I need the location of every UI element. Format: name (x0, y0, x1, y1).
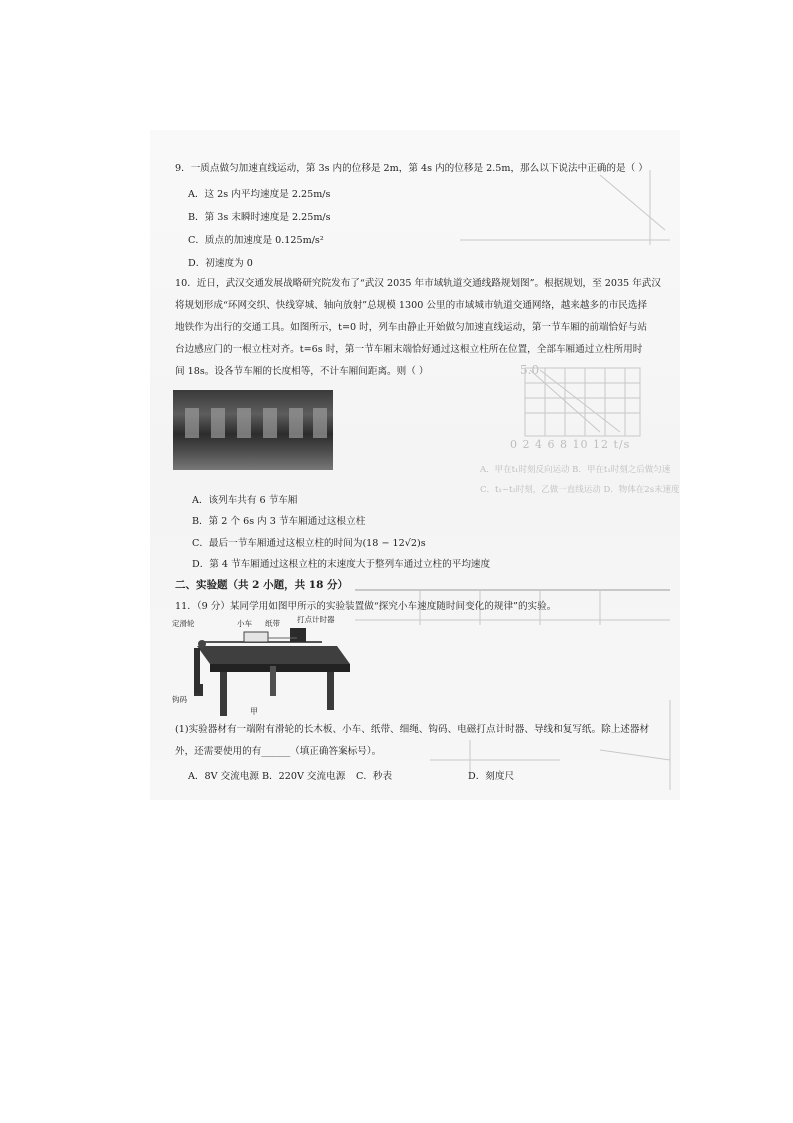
q11-option-c: C．秒表 (356, 771, 393, 782)
q9-option-c: C．质点的加速度是 0.125m/s² (188, 235, 324, 246)
q11-part1-line-1: (1)实验器材有一端附有滑轮的长木板、小车、纸带、细绳、钩码、电磁打点计时器、导线和复写纸。除上述器材 (175, 724, 650, 735)
q9-option-d: D．初速度为 0 (188, 258, 253, 269)
q10-line-1: 10．近日，武汉交通发展战略研究院发布了“武汉 2035 年市域轨道交通线路规划图”。根据规划，至 2035 年武汉 (175, 278, 661, 289)
bleed-graph-axis: 0 2 4 6 8 10 12 t/s (510, 438, 631, 451)
q10-option-c-formula: (18 − 12√2)s (362, 538, 426, 549)
label-tape: 纸带 (265, 619, 280, 628)
label-weight: 钩码 (172, 695, 187, 704)
bleed-row-2: C．t₁~t₂时刻，乙做一直线运动 D．物体在2s末速度 (480, 485, 680, 495)
q10-option-d: D．第 4 节车厢通过这根立柱的末速度大于整列车通过立柱的平均速度 (192, 559, 491, 570)
q11-part1-line-2: 外，还需要使用的有______（填正确答案标号）。 (175, 746, 382, 757)
q10-option-b: B．第 2 个 6s 内 3 节车厢通过这根立柱 (192, 516, 366, 527)
subway-station-photo (173, 390, 333, 470)
bleed-row-1: A．甲在t₁时刻反向运动 B．甲在t₁时刻之后做匀速 (480, 465, 671, 475)
q9-option-b: B．第 3s 末瞬时速度是 2.25m/s (188, 212, 331, 223)
bleed-graph-y-label: 5.0 (520, 363, 540, 377)
label-cart: 小车 (237, 619, 252, 628)
figure-caption: 甲 (250, 707, 258, 716)
label-timer: 打点计时器 (297, 615, 335, 624)
q9-option-a: A．这 2s 内平均速度是 2.25m/s (188, 189, 331, 200)
q10-line-3: 地铁作为出行的交通工具。如图所示，t=0 时，列车由静止开始做匀加速直线运动，第一节车厢的前端恰好与站 (175, 322, 647, 333)
q10-option-c (192, 535, 426, 549)
q10-line-4: 台边感应门的一根立柱对齐。t=6s 时，第一节车厢末端恰好通过这根立柱所在位置，全部车厢通过立柱所用时 (175, 344, 643, 355)
q11-apparatus-figure (172, 616, 352, 718)
q11-option-a: A．8V 交流电源 (188, 771, 259, 782)
section-2-title: 二、实验题（共 2 小题，共 18 分） (175, 579, 349, 591)
q10-line-2: 将规划形成“环网交织、快线穿城、轴向放射”总规模 1300 公里的市域城市轨道交通网络，越来越多的市民选择 (175, 300, 648, 311)
q9-stem: 9．一质点做匀加速直线运动，第 3s 内的位移是 2m，第 4s 内的位移是 2.5m，那么以下说法中正确的是（ ） (175, 163, 648, 174)
q11-option-d: D．刻度尺 (468, 771, 515, 782)
apparatus-drawing (172, 616, 352, 718)
q11-stem: 11．（9 分）某同学用如图甲所示的实验装置做“探究小车速度随时间变化的规律”的实验。 (175, 601, 557, 612)
q10-option-c-text: C．最后一节车厢通过这根立柱的时间为 (192, 538, 363, 549)
q10-option-a: A．该列车共有 6 节车厢 (192, 495, 298, 506)
q11-option-b: B．220V 交流电源 (262, 771, 346, 782)
q10-line-5: 间 18s。设各节车厢的长度相等，不计车厢间距离。则（ ） (175, 366, 429, 377)
label-pulley: 定滑轮 (172, 619, 195, 628)
